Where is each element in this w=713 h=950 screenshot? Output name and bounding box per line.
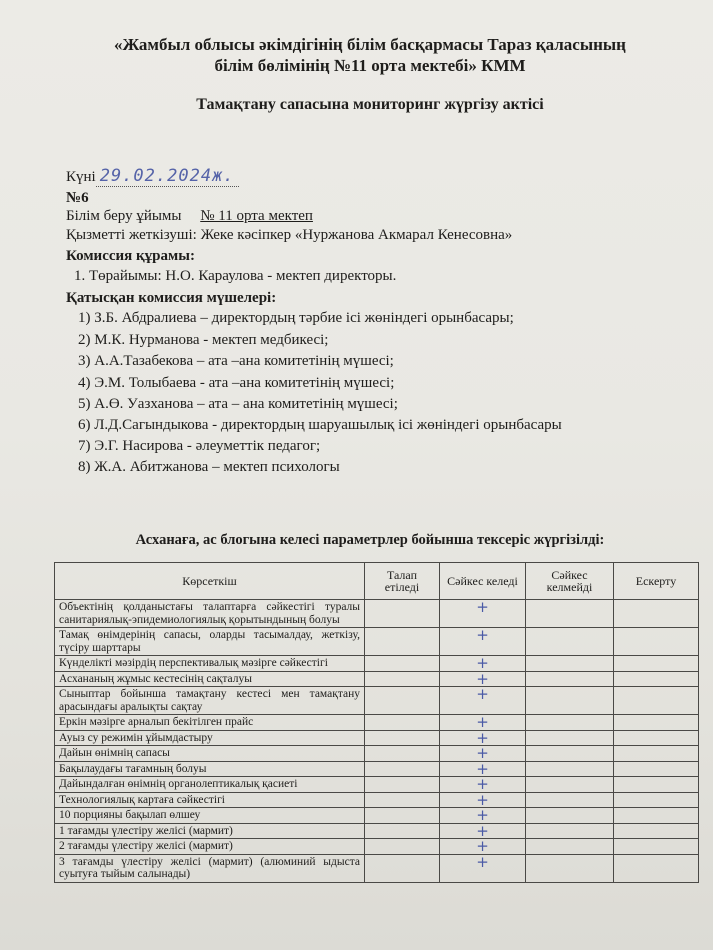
act-title: Тамақтану сапасына мониторинг жүргізу актісі [196,96,544,113]
table-header-row [55,563,699,600]
date-line [66,166,239,186]
table-row [55,600,699,628]
header-line-1: «Жамбыл облысы әкімдігінің білім басқармасы Тараз қаласының [114,35,626,54]
table-row [55,628,699,656]
indicator-cell: Асхананың жұмыс кестесінің сақталуы [55,671,365,687]
indicator-cell: Объектінің қолданыстағы талаптарға сәйкестігі туралы санитариялық-эпидемиологиялық қорытындының болуы [55,600,365,628]
indicator-cell: Күнделікті мәзірдің перспективалық мәзірге сәйкестігі [55,656,365,672]
header-compliant: Сәйкес келеді [440,563,526,600]
organization-line [66,208,313,225]
plus-mark: + [440,777,526,793]
indicator-cell: Еркін мәзірге арналып бекітілген прайс [55,715,365,731]
date-label: Күні [66,169,96,185]
organization-label: Білім беру ұйымы [66,208,182,224]
supplier-value: Жеке кәсіпкер «Нуржанова Акмарал Кенесовна» [200,227,513,243]
indicator-cell: Дайындалған өнімнің органолептикалық қасиеті [55,777,365,793]
header-required: Талап етіледі [365,563,440,600]
member-item: 4) Э.М. Толыбаева - ата –ана комитетінің мүшесі; [78,375,395,391]
table-row [55,730,699,746]
document-header [60,34,680,76]
member-item: 7) Э.Г. Насирова - әлеуметтік педагог; [78,438,321,454]
indicator-cell: 1 тағамды үлестіру желісі (мармит) [55,823,365,839]
table-row [55,808,699,824]
plus-mark: + [440,628,526,656]
table-row [55,823,699,839]
commission-chair: 1. Төрайымы: Н.О. Караулова - мектеп директоры. [74,268,397,284]
plus-mark: + [440,715,526,731]
date-value: 29.02.2024ж. [96,166,239,187]
act-number: №6 [66,190,89,206]
organization-value: № 11 орта мектеп [200,208,313,224]
indicator-cell: Ауыз су режимін ұйымдастыру [55,730,365,746]
table-row [55,746,699,762]
table-row [55,792,699,808]
member-item: 5) А.Ө. Уазханова – ата – ана комитетінің мүшесі; [78,396,398,412]
plus-mark: + [440,671,526,687]
supplier-label: Қызметті жеткізуші: [66,227,197,243]
plus-mark: + [440,839,526,855]
indicator-cell: Технологиялық картаға сәйкестігі [55,792,365,808]
member-item: 2) М.К. Нурманова - мектеп медбикесі; [78,332,329,348]
indicator-cell: Дайын өнімнің сапасы [55,746,365,762]
plus-mark: + [440,656,526,672]
indicator-cell: Тамақ өнімдерінің сапасы, оларды тасымалдау, жеткізу, түсіру шарттары [55,628,365,656]
plus-mark: + [440,746,526,762]
indicator-cell: 3 тағамды үлестіру желісі (мармит) (алюминий ыдыста суытуға тыйым салынады) [55,854,365,882]
header-line-2: білім бөлімінің №11 орта мектебі» КММ [214,56,526,75]
table-row [55,854,699,882]
table-row [55,839,699,855]
table-row [55,671,699,687]
indicator-cell: 10 порцияны бақылап өлшеу [55,808,365,824]
members-title: Қатысқан комиссия мүшелері: [66,290,277,306]
commission-title: Комиссия құрамы: [66,248,195,264]
member-item: 6) Л.Д.Сагындыкова - директордың шаруашылық ісі жөніндегі орынбасары [78,417,562,433]
plus-mark: + [440,854,526,882]
plus-mark: + [440,600,526,628]
plus-mark: + [440,808,526,824]
plus-mark: + [440,761,526,777]
supplier-line [66,227,512,244]
table-title: Асханаға, ас блогына келесі параметрлер бойынша тексеріс жүргізілді: [135,532,605,548]
plus-mark: + [440,730,526,746]
indicator-cell: Бақылаудағы тағамның болуы [55,761,365,777]
table-row [55,687,699,715]
header-indicator: Көрсеткіш [55,563,365,600]
indicator-cell: 2 тағамды үлестіру желісі (мармит) [55,839,365,855]
header-noncompliant: Сәйкес келмейді [526,563,614,600]
indicator-cell: Сыныптар бойынша тамақтану кестесі мен тамақтану арасындағы аралықты сақтау [55,687,365,715]
member-item: 1) З.Б. Абдралиева – директордың тәрбие ісі жөніндегі орынбасары; [78,310,514,326]
table-row [55,777,699,793]
inspection-table [54,562,699,883]
table-row [55,715,699,731]
table-row [55,656,699,672]
plus-mark: + [440,687,526,715]
plus-mark: + [440,792,526,808]
plus-mark: + [440,823,526,839]
member-item: 3) А.А.Тазабекова – ата –ана комитетінің мүшесі; [78,353,394,369]
header-note: Ескерту [614,563,699,600]
table-row [55,761,699,777]
member-item: 8) Ж.А. Абитжанова – мектеп психологы [78,459,340,475]
